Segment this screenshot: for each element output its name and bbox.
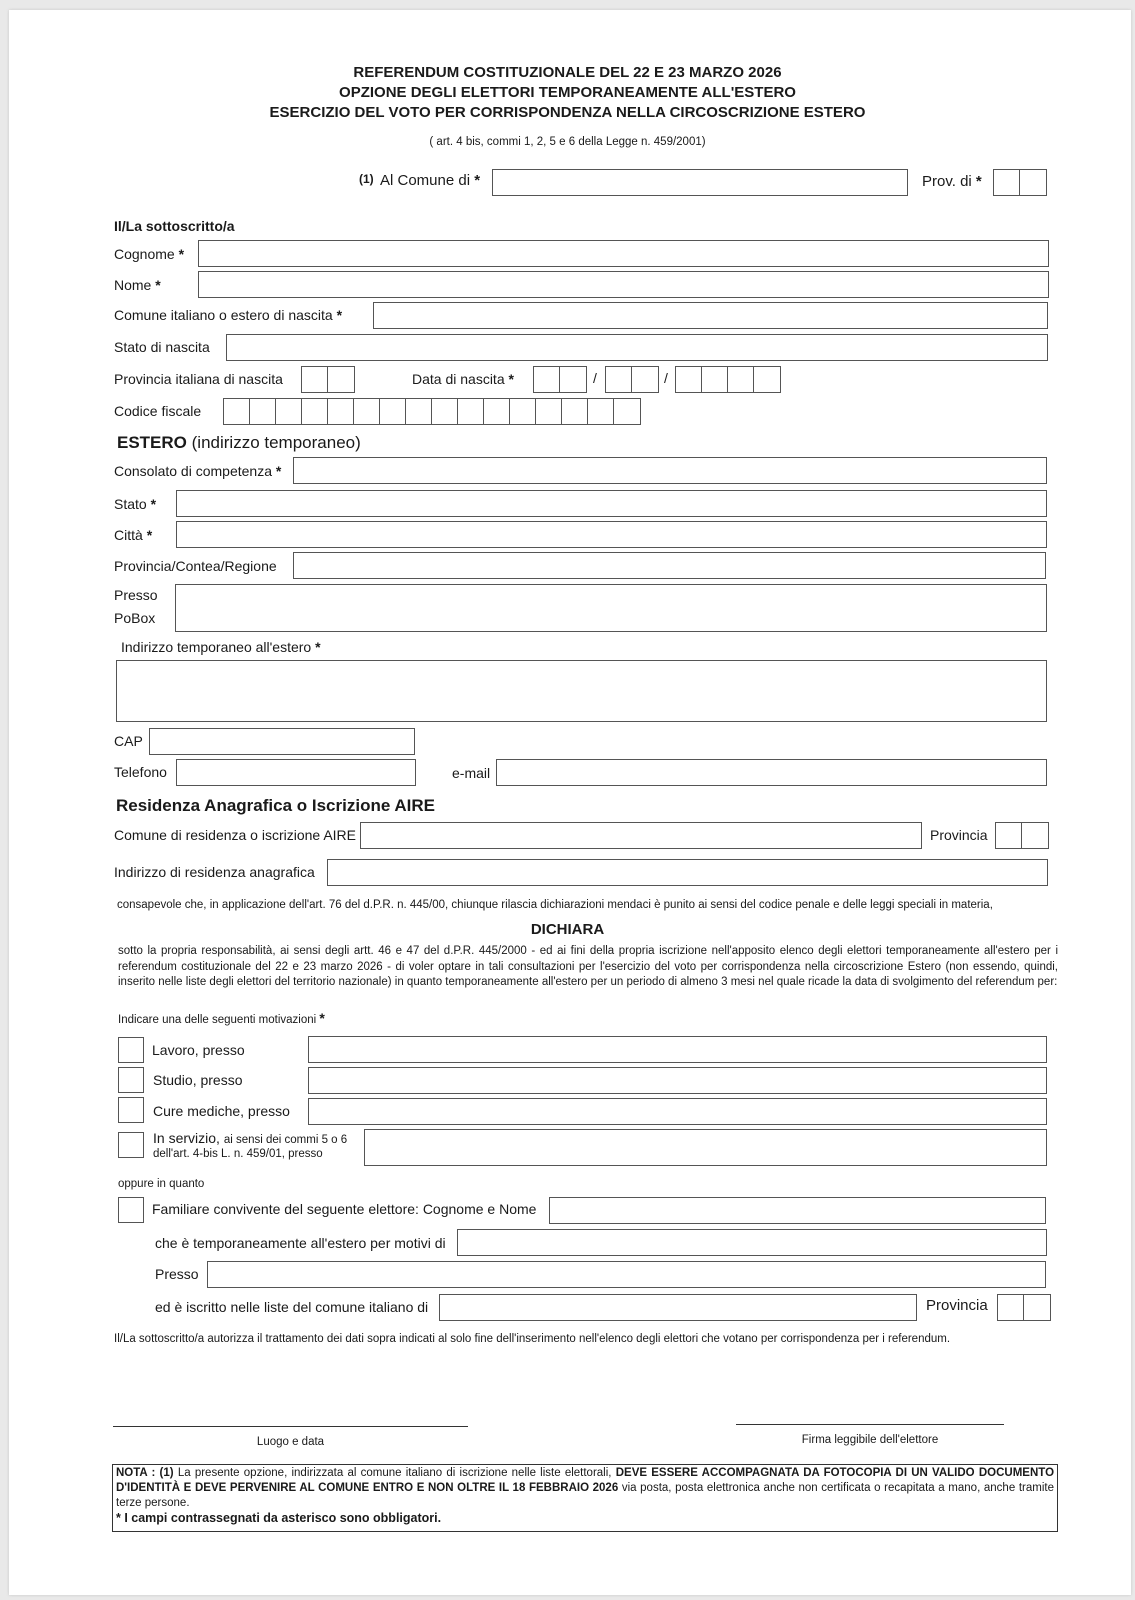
provincia-residenza-label: Provincia <box>930 827 988 843</box>
servizio-label-2: dell'art. 4-bis L. n. 459/01, presso <box>153 1148 323 1160</box>
provincia-nascita-input[interactable] <box>301 366 355 393</box>
indirizzo-estero-label: Indirizzo temporaneo all'estero * <box>121 639 321 655</box>
codice-fiscale-input[interactable] <box>223 398 641 425</box>
consolato-input[interactable] <box>293 457 1047 484</box>
header-line-3: ESERCIZIO DEL VOTO PER CORRISPONDENZA NELLA CIRCOSCRIZIONE ESTERO <box>269 104 866 121</box>
nota-text-2: via posta, posta elettronica anche non certificata o recapitata a mano, anche tramite terze persone. <box>116 1482 1054 1509</box>
firma-label: Firma leggibile dell'elettore <box>801 1434 939 1446</box>
prov-label: Prov. di * <box>922 173 982 190</box>
nome-label: Nome * <box>114 277 161 293</box>
note-marker: (1) <box>359 172 374 186</box>
provincia-residenza-input[interactable] <box>995 822 1049 849</box>
familiare-checkbox[interactable] <box>118 1197 144 1223</box>
header-line-1: REFERENDUM COSTITUZIONALE DEL 22 E 23 MARZO 2026 <box>353 64 782 81</box>
servizio-label: In servizio, ai sensi dei commi 5 o 6 <box>153 1130 348 1146</box>
provincia-contea-input[interactable] <box>293 552 1046 579</box>
stato-input[interactable] <box>176 490 1047 517</box>
iscritto-provincia-label: Provincia <box>926 1297 988 1314</box>
luogo-data-line[interactable] <box>113 1426 468 1427</box>
nota-bold: DEVE ESSERE ACCOMPAGNATA DA FOTOCOPIA DI UN VALIDO DOCUMENTO D'IDENTITÀ E DEVE PERVENIRE AL COMUNE ENTRO E NON OLTRE IL 18 FEBBRAIO 2026 <box>116 1467 1055 1494</box>
nota-mandatory: * I campi contrassegnati da asterisco sono obbligatori. <box>116 1511 442 1525</box>
email-input[interactable] <box>496 759 1047 786</box>
familiare-label: Familiare convivente del seguente elettore: Cognome e Nome <box>152 1201 537 1217</box>
familiare-input[interactable] <box>549 1197 1046 1224</box>
motivi-label: che è temporaneamente all'estero per motivi di <box>155 1235 446 1251</box>
familiare-presso-label: Presso <box>155 1266 199 1282</box>
cure-label: Cure mediche, presso <box>153 1103 290 1119</box>
data-nascita-day[interactable] <box>533 366 587 393</box>
section-personal-title: Il/La sottoscritto/a <box>114 218 235 234</box>
indirizzo-estero-input[interactable] <box>116 660 1047 722</box>
telefono-label: Telefono <box>114 764 167 780</box>
dichiara-body: sotto la propria responsabilità, ai sensi degli artt. 46 e 47 del d.P.R. 445/2000 - ed ai fini della propria iscrizione nell'apposito elenco degli elettori temporaneamente all'estero per i referendum costituzionale del 22 e 23 marzo 2026 - di voler optare in tali consultazioni per l'esercizio del voto per corrispondenza nella circoscrizione Estero (non essendo, quindi, inserito nelle liste degli elettori del territorio nazionale) in quanto temporaneamente all'estero per un periodo di almeno 3 mesi nel quale ricade la data di svolgimento del referendum per: <box>118 945 1058 988</box>
header-line-2: OPZIONE DEGLI ELETTORI TEMPORANEAMENTE ALL'ESTERO <box>339 84 796 101</box>
codice-fiscale-label: Codice fiscale <box>114 403 202 419</box>
data-nascita-label: Data di nascita * <box>412 371 514 387</box>
comune-input[interactable] <box>492 169 908 196</box>
luogo-data-label: Luogo e data <box>256 1436 325 1448</box>
studio-checkbox[interactable] <box>118 1067 144 1093</box>
nota-prefix: NOTA : (1) <box>116 1467 174 1479</box>
servizio-input[interactable] <box>364 1129 1047 1166</box>
dichiara-title: DICHIARA <box>530 921 605 938</box>
date-separator: / <box>664 370 668 386</box>
email-label: e-mail <box>452 765 491 781</box>
comune-residenza-label: Comune di residenza o iscrizione AIRE <box>114 827 357 843</box>
stato-label: Stato * <box>114 496 157 512</box>
data-nascita-year[interactable] <box>675 366 781 393</box>
iscritto-provincia-input[interactable] <box>997 1294 1051 1321</box>
provincia-nascita-label: Provincia italiana di nascita <box>114 371 283 387</box>
law-reference: ( art. 4 bis, commi 1, 2, 5 e 6 della Legge n. 459/2001) <box>429 136 706 148</box>
iscritto-label: ed è iscritto nelle liste del comune italiano di <box>155 1299 429 1315</box>
lavoro-input[interactable] <box>308 1036 1047 1063</box>
presso-label: Presso <box>114 587 158 603</box>
stato-nascita-label: Stato di nascita <box>114 339 210 355</box>
citta-label: Città * <box>114 527 153 543</box>
nome-input[interactable] <box>198 271 1049 298</box>
lavoro-label: Lavoro, presso <box>152 1042 245 1058</box>
comune-nascita-label: Comune italiano o estero di nascita * <box>114 307 343 323</box>
pobox-label: PoBox <box>114 610 156 626</box>
provincia-contea-label: Provincia/Contea/Regione <box>114 558 277 574</box>
data-nascita-month[interactable] <box>605 366 659 393</box>
telefono-input[interactable] <box>176 759 416 786</box>
cognome-input[interactable] <box>198 240 1049 267</box>
iscritto-comune-input[interactable] <box>439 1294 917 1321</box>
prov-input[interactable] <box>993 169 1047 196</box>
autorizza-text: Il/La sottoscritto/a autorizza il trattamento dei dati sopra indicati al solo fine dell'inserimento nell'elenco degli elettori che votano per corrispondenza per i referendum. <box>114 1333 951 1345</box>
indirizzo-residenza-label: Indirizzo di residenza anagrafica <box>114 864 315 880</box>
indirizzo-residenza-input[interactable] <box>327 859 1048 886</box>
studio-input[interactable] <box>308 1067 1047 1094</box>
indicare-label: Indicare una delle seguenti motivazioni * <box>118 1010 325 1026</box>
comune-label: Al Comune di * <box>380 172 481 189</box>
section-estero-title: ESTERO (indirizzo temporaneo) <box>117 433 361 452</box>
motivi-input[interactable] <box>457 1229 1047 1256</box>
nota-text-1: La presente opzione, indirizzata al comune italiano di iscrizione nelle liste elettorali, <box>177 1467 612 1479</box>
lavoro-checkbox[interactable] <box>118 1037 144 1063</box>
cure-input[interactable] <box>308 1098 1047 1125</box>
nota-box <box>112 1464 1058 1532</box>
date-separator: / <box>593 370 597 386</box>
firma-line[interactable] <box>736 1424 1004 1425</box>
cap-input[interactable] <box>149 728 415 755</box>
comune-nascita-input[interactable] <box>373 302 1048 329</box>
stato-nascita-input[interactable] <box>226 334 1048 361</box>
section-residenza-title: Residenza Anagrafica o Iscrizione AIRE <box>116 796 435 815</box>
servizio-checkbox[interactable] <box>118 1132 144 1158</box>
consolato-label: Consolato di competenza * <box>114 463 282 479</box>
presso-pobox-input[interactable] <box>175 584 1047 632</box>
consapevole-text: consapevole che, in applicazione dell'art. 76 del d.P.R. n. 445/00, chiunque rilascia dichiarazioni mendaci è punito ai sensi del codice penale e delle leggi speciali in materia, <box>117 899 993 911</box>
oppure-label: oppure in quanto <box>118 1178 205 1190</box>
studio-label: Studio, presso <box>153 1072 243 1088</box>
cap-label: CAP <box>114 733 143 749</box>
cognome-label: Cognome * <box>114 246 185 262</box>
citta-input[interactable] <box>176 521 1047 548</box>
comune-residenza-input[interactable] <box>360 822 922 849</box>
cure-checkbox[interactable] <box>118 1097 144 1123</box>
familiare-presso-input[interactable] <box>207 1261 1046 1288</box>
